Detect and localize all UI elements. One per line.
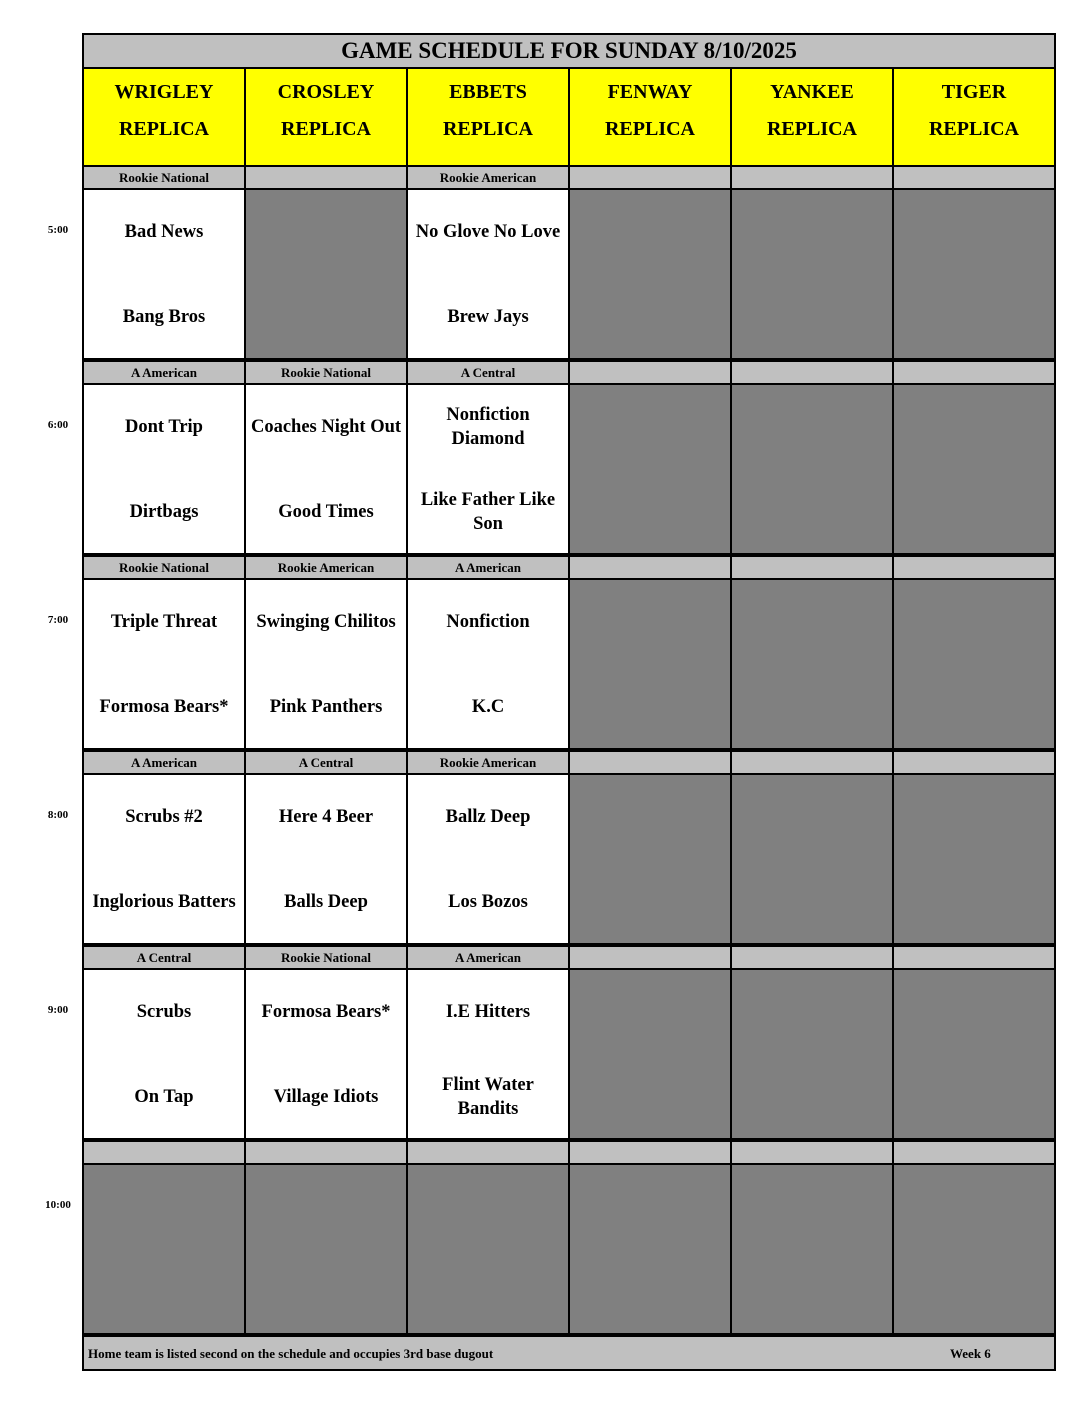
division-label: Rookie National (82, 555, 246, 580)
empty-slot (730, 383, 894, 555)
field-name: TIGER (941, 81, 1007, 103)
division-label (730, 945, 894, 970)
division-label (892, 945, 1056, 970)
empty-slot (892, 773, 1056, 945)
division-label (568, 165, 732, 190)
time-label: 9:00 (47, 1004, 69, 1016)
division-label (892, 165, 1056, 190)
empty-slot (568, 578, 732, 750)
away-team: Here 4 Beer (278, 807, 374, 827)
field-subtitle: REPLICA (604, 118, 695, 140)
game-cell (82, 383, 246, 555)
game-cell (406, 188, 570, 360)
page-title: GAME SCHEDULE FOR SUNDAY 8/10/2025 (82, 33, 1056, 69)
field-subtitle: REPLICA (766, 118, 857, 140)
empty-slot (568, 383, 732, 555)
time-label: 5:00 (47, 224, 69, 236)
time-label: 8:00 (47, 809, 69, 821)
footer-bar (82, 1335, 1056, 1371)
game-cell (406, 968, 570, 1140)
away-team: Triple Threat (110, 612, 218, 632)
game-cell (406, 578, 570, 750)
field-header-wrigley (82, 67, 246, 167)
division-label (730, 555, 894, 580)
field-header-crosley (244, 67, 408, 167)
division-label: Rookie American (406, 750, 570, 775)
field-subtitle: REPLICA (442, 118, 533, 140)
empty-slot (568, 1163, 732, 1335)
division-label (568, 945, 732, 970)
division-label (730, 165, 894, 190)
field-header-fenway (568, 67, 732, 167)
away-team: Nonfiction (446, 612, 530, 632)
empty-slot (568, 773, 732, 945)
home-team: Los Bozos (448, 892, 528, 912)
field-name: YANKEE (770, 81, 854, 103)
empty-slot (82, 1163, 246, 1335)
division-label: Rookie American (244, 555, 408, 580)
game-cell (244, 773, 408, 945)
field-header-ebbets (406, 67, 570, 167)
game-cell (82, 578, 246, 750)
division-label (892, 555, 1056, 580)
time-label: 10:00 (45, 1199, 71, 1211)
empty-slot (892, 1163, 1056, 1335)
field-header-tiger (892, 67, 1056, 167)
division-label: A American (82, 360, 246, 385)
time-label: 6:00 (47, 419, 69, 431)
division-label: A Central (244, 750, 408, 775)
away-team: Scrubs #2 (125, 807, 203, 827)
away-team: I.E Hitters (445, 1002, 531, 1022)
away-team: No Glove No Love (415, 222, 561, 242)
field-header-yankee (730, 67, 894, 167)
home-team: Flint Water Bandits (442, 1075, 534, 1119)
empty-slot (730, 188, 894, 360)
away-team: Nonfiction Diamond (446, 405, 530, 449)
home-team: Good Times (278, 502, 374, 522)
division-label (730, 1140, 894, 1165)
home-team: Bang Bros (122, 307, 206, 327)
away-team: Scrubs (136, 1002, 192, 1022)
empty-slot (730, 1163, 894, 1335)
empty-slot (406, 1163, 570, 1335)
home-team: Inglorious Batters (92, 892, 236, 912)
game-cell (82, 188, 246, 360)
game-cell (244, 968, 408, 1140)
field-subtitle: REPLICA (928, 118, 1019, 140)
game-cell (406, 773, 570, 945)
division-label: A Central (82, 945, 246, 970)
home-team: Like Father Like Son (420, 490, 556, 534)
home-team: Pink Panthers (269, 697, 383, 717)
footer-note: Home team is listed second on the schedule and occupies 3rd base dugout (88, 1346, 494, 1361)
division-label (730, 360, 894, 385)
empty-slot (892, 188, 1056, 360)
home-team: Brew Jays (447, 307, 529, 327)
empty-slot (244, 1163, 408, 1335)
division-label (244, 1140, 408, 1165)
game-cell (406, 383, 570, 555)
empty-slot (568, 188, 732, 360)
home-team: Formosa Bears* (99, 697, 229, 717)
home-team: Balls Deep (284, 892, 368, 912)
division-label (568, 555, 732, 580)
field-subtitle: REPLICA (280, 118, 371, 140)
division-label (892, 360, 1056, 385)
game-cell (244, 578, 408, 750)
field-name: CROSLEY (277, 81, 375, 103)
field-subtitle: REPLICA (118, 118, 209, 140)
away-team: Coaches Night Out (250, 417, 402, 437)
division-label: A Central (406, 360, 570, 385)
division-label: A American (82, 750, 246, 775)
away-team: Swinging Chilitos (256, 612, 396, 632)
division-label (244, 165, 408, 190)
division-label (892, 1140, 1056, 1165)
division-label (568, 360, 732, 385)
division-label: Rookie National (244, 945, 408, 970)
field-name: FENWAY (607, 81, 693, 103)
away-team: Formosa Bears* (261, 1002, 391, 1022)
time-label: 7:00 (47, 614, 69, 626)
empty-slot (244, 188, 408, 360)
division-label (730, 750, 894, 775)
empty-slot (568, 968, 732, 1140)
game-cell (82, 968, 246, 1140)
division-label: Rookie National (244, 360, 408, 385)
empty-slot (892, 383, 1056, 555)
home-team: K.C (471, 697, 505, 717)
home-team: Dirtbags (129, 502, 199, 522)
division-label (406, 1140, 570, 1165)
division-label (568, 1140, 732, 1165)
empty-slot (892, 968, 1056, 1140)
division-label: Rookie National (82, 165, 246, 190)
division-label: A American (406, 555, 570, 580)
division-label (568, 750, 732, 775)
empty-slot (730, 968, 894, 1140)
home-team: On Tap (134, 1087, 194, 1107)
division-label: A American (406, 945, 570, 970)
empty-slot (730, 578, 894, 750)
game-cell (82, 773, 246, 945)
division-label (82, 1140, 246, 1165)
division-label: Rookie American (406, 165, 570, 190)
week-label: Week 6 (950, 1346, 991, 1361)
field-name: WRIGLEY (114, 81, 214, 103)
field-name: EBBETS (449, 81, 527, 103)
away-team: Dont Trip (125, 417, 203, 437)
empty-slot (892, 578, 1056, 750)
home-team: Village Idiots (273, 1087, 379, 1107)
away-team: Bad News (124, 222, 204, 242)
division-label (892, 750, 1056, 775)
game-cell (244, 383, 408, 555)
empty-slot (730, 773, 894, 945)
away-team: Ballz Deep (445, 807, 531, 827)
